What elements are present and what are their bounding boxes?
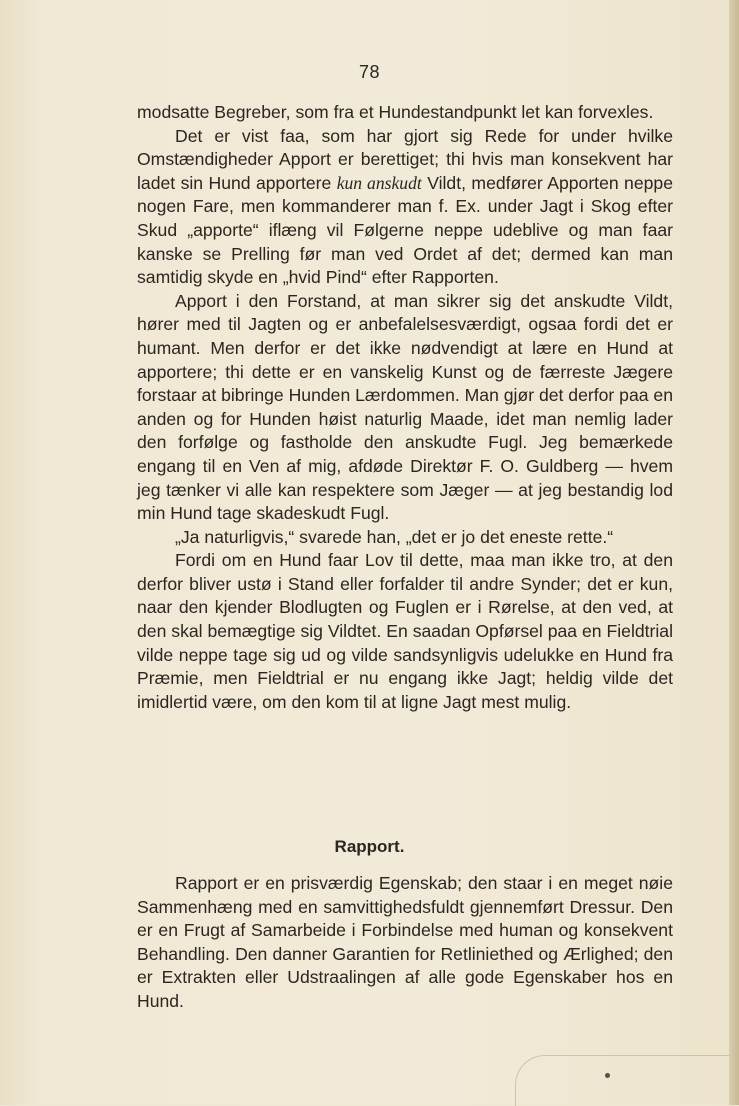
paragraph-3: Apport i den Forstand, at man sikrer sig det anskudte Vildt, hører med til Jagten og er anbefalelsesværdigt, ogsaa fordi det er humant. Men derfor er det ikke nødvendigt at lære en Hund at apportere; thi dette er en vanskelig Kunst og de færreste Jægere forstaar at bibringe Hunden Lærdommen. Man gjør det derfor paa en anden og for Hunden høist naturlig Maade, idet man nemlig lader den forfølge og fastholde den anskudte Fugl. Jeg bemærkede engang til en Ven af mig, afdøde Direktør F. O. Guldberg — hvem jeg tænker vi alle kan respektere som Jæger — at jeg bestandig lod min Hund tage skadeskudt Fugl. (137, 290, 673, 524)
paragraph-5: Fordi om en Hund faar Lov til dette, maa man ikke tro, at den derfor bliver ustø i Stand eller forfalder til andre Synder; det er kun, naar den kjender Blodlugten og Fuglen er i Rørelse, at den ved, at den skal bemægtige sig Vildtet. En saadan Opførsel paa en Fieldtrial vilde neppe tage sig ud og vilde sandsynligvis udelukke en Hund fra Præmie, men Fieldtrial er nu engang ikke Jagt; heldig vilde det imidlertid være, om den kom til at ligne Jagt mest mulig. (137, 550, 673, 712)
paragraph-2: Det er vist faa, som har gjort sig Rede for under hvilke Omstændigheder Apport er berettiget; thi hvis man konsekvent har ladet sin Hund apportere kun anskudt Vildt, medfører Apporten neppe nogen Fare, men kommanderer man f. Ex. under Jagt i Skog efter Skud „apporte“ iflæng vil Følgerne neppe udeblive og man faar kanske se Prelling før man ved Ordet af det; dermed kan man samtidig skyde en „hvid Pind“ efter Rapporten. (137, 125, 673, 288)
paper-fold (515, 1055, 730, 1106)
page-edge (729, 0, 739, 1105)
page-number: 78 (358, 62, 381, 82)
paragraph-4: „Ja naturligvis,“ svarede han, „det er jo det eneste rette.“ (175, 526, 614, 547)
body-text (137, 101, 673, 714)
section-heading: Rapport. (334, 837, 405, 856)
ink-speck (605, 1073, 610, 1078)
paragraph-1: modsatte Begreber, som fra et Hundestandpunkt let kan forvexles. (137, 102, 654, 122)
section-body (137, 872, 673, 1014)
section-paragraph-1: Rapport er en prisværdig Egenskab; den staar i en meget nøie Sammenhæng med en samvittighedsfuldt gjennemført Dressur. Den er en Frugt af Samarbeide i Forbindelse med human og konsekvent Behandling. Den danner Garantien for Retliniethed og Ærlighed; den er Extrakten eller Udstraalingen af alle gode Egenskaber hos en Hund. (137, 873, 673, 1011)
emphasis: kun anskudt (336, 172, 422, 193)
